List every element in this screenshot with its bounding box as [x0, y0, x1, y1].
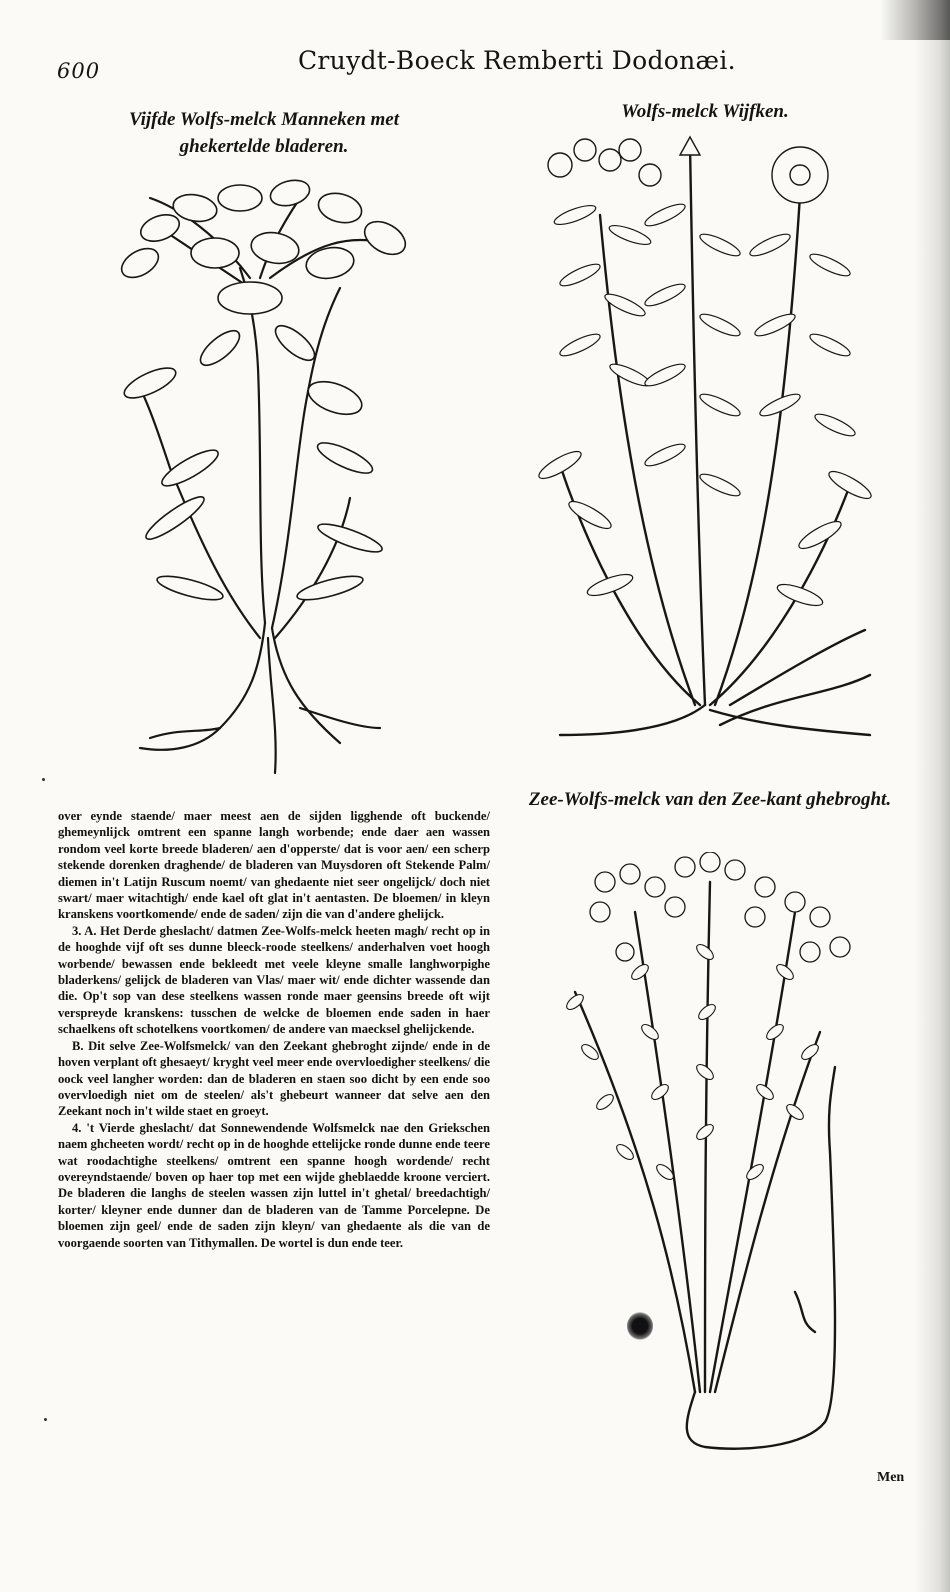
ink-speck [42, 778, 45, 781]
paragraph-4: 4. 't Vierde gheslacht/ dat Sonnewendende Wolfsmelck nae den Griekschen naem ghcheeten wordt/ recht op in de hooghde ettelijcke ronde dunne ende teere wat roodachtighe steelkens/ omtrent een spanne hoogh wordende/ recht overeyndstaende/ boven op haer top met een wijde gheblaedde kroone verciert. De bladeren die langhs de steelen wassen zijn luttel in't ghetal/ breedachtigh/ korter/ kleyner ende dunner dan de bladeren van de Tamme Porcelepne. De bloemen zijn geel/ ende de saden zijn kleyn/ van ghedaente als die van de voorgaende soorten van Tithymallen. De wortel is dun ende teer. [58, 1120, 490, 1250]
page-number: 600 [57, 59, 101, 83]
page-edge-shadow [914, 0, 950, 1592]
paragraph-1: over eynde staende/ maer meest aen de sijden ligghende oft buckende/ ghemeynlijck omtrent een spanne langh worbende; ende daer aen wassen rondom veel korte breede bladeren/ aen d'opperste/ dat is voor aen/ een scherp stekende dorenken draghende/ de bladeren van Muysdoren oft Stekende Palm/ diemen in't Latijn Ruscum noemt/ van ghedaente niet seer ongelijck/ doch niet swart/ maer witachtigh/ ende kael oft glat in't aentasten. De bloemen/ in kleyn kranskens voortkomende/ ende de saden/ zijn die van d'andere ghelijck. [58, 809, 490, 922]
figure-caption-1: Vijfde Wolfs-melck Manneken met ghekertelde bladeren. [128, 109, 400, 157]
paragraph-2: 3. A. Het Derde gheslacht/ datmen Zee-Wolfs-melck heeten magh/ recht op in de hooghde vijf oft ses dunne bleeck-roode steelkens/ anderhalven voet hoogh worbende/ bewassen ende bekleedt met veele kleyne smalle langhworpighe bladerkens/ gelijck de bladeren van Vlas/ maer wit/ ende dichter wassende dan die. Op't sop van dese steelkens wassen ronde maer geensins breede oft wijt verspreyde kranskens: tusschen de welcke de bloemen ende saden in haer schaelkens oft schotelkens voortkomen/ de andere van maecksel ghelijckende. [58, 923, 490, 1037]
catchword: Men [877, 1470, 905, 1485]
running-head: Cruydt-Boeck Remberti Dodonæi. [298, 46, 736, 75]
figure-caption-3: Zee-Wolfs-melck van den Zee-kant ghebroght. [528, 789, 892, 810]
figure-caption-2: Wolfs-melck Wijfken. [621, 101, 789, 122]
page-corner-shadow [880, 0, 950, 40]
spurge-female-woodcut-icon [530, 135, 880, 760]
paragraph-3: B. Dit selve Zee-Wolfsmelck/ van den Zeekant ghebroght zijnde/ ende in de hoven verplant oft ghesaeyt/ kryght veel meer ende overvloedigher steelkens/ die oock veel langher worden: dan de bladeren en staen soo dicht by een ende soo overvloedigh niet om de steelen/ als't ghebeurt wanneer dat selve aen den Zeekant noch in't wilde staet en groeyt. [58, 1038, 490, 1119]
sea-spurge-woodcut-icon [555, 852, 860, 1464]
body-text [58, 808, 490, 1251]
ink-blot [627, 1312, 653, 1340]
ink-speck [44, 1418, 47, 1421]
spurge-male-woodcut-icon [100, 168, 440, 793]
